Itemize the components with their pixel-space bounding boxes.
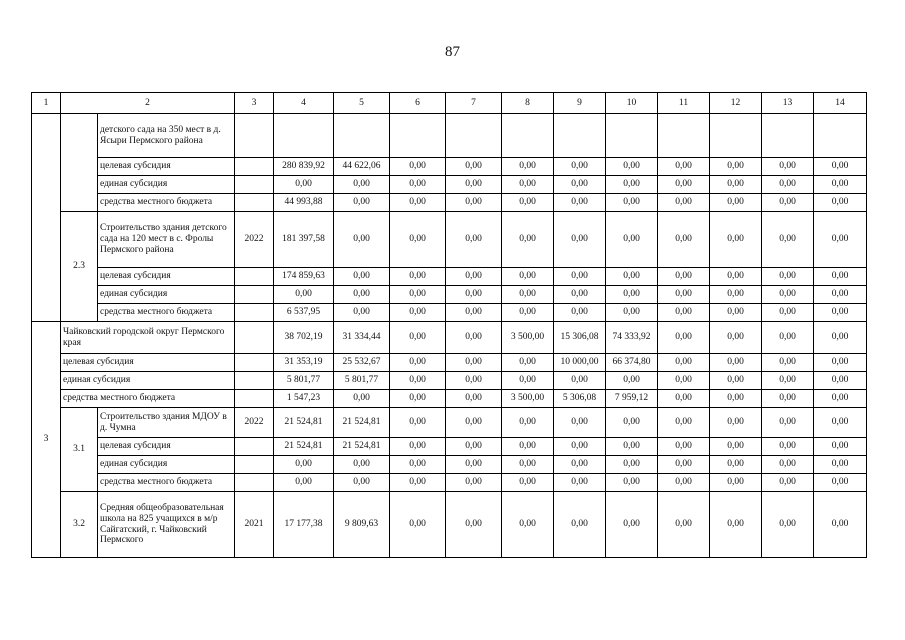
- value-cell: 0,00: [814, 158, 867, 176]
- value-cell: 0,00: [554, 474, 606, 492]
- column-number: 5: [334, 93, 390, 114]
- value-cell: 1 547,23: [274, 390, 334, 408]
- value-cell: 0,00: [814, 268, 867, 286]
- value-cell: 0,00: [762, 390, 814, 408]
- value-cell: 0,00: [606, 408, 658, 438]
- column-number: 2: [61, 93, 235, 114]
- table-row: [32, 322, 867, 354]
- value-cell: 0,00: [658, 372, 710, 390]
- value-cell: 0,00: [554, 286, 606, 304]
- value-cell: 0,00: [814, 372, 867, 390]
- value-cell: 0,00: [658, 354, 710, 372]
- value-cell: 0,00: [334, 304, 390, 322]
- section-code: 3: [32, 322, 61, 558]
- row-label: средства местного бюджета: [98, 194, 235, 212]
- value-cell: 0,00: [554, 176, 606, 194]
- value-cell: 0,00: [710, 456, 762, 474]
- value-cell: 0,00: [502, 408, 554, 438]
- year-cell: 2022: [235, 212, 274, 268]
- value-cell: 0,00: [658, 286, 710, 304]
- value-cell: 0,00: [446, 176, 502, 194]
- value-cell: 17 177,38: [274, 492, 334, 558]
- row-label: целевая субсидия: [98, 438, 235, 456]
- column-number: 12: [710, 93, 762, 114]
- value-cell: 31 353,19: [274, 354, 334, 372]
- row-label: целевая субсидия: [98, 158, 235, 176]
- value-cell: 21 524,81: [274, 438, 334, 456]
- table-row: [32, 286, 867, 304]
- value-cell: 3 500,00: [502, 390, 554, 408]
- value-cell: 3 500,00: [502, 322, 554, 354]
- value-cell: 0,00: [606, 176, 658, 194]
- value-cell: 0,00: [814, 438, 867, 456]
- value-cell: 10 000,00: [554, 354, 606, 372]
- value-cell: 0,00: [554, 268, 606, 286]
- item-code-cell: [61, 114, 98, 212]
- value-cell: 0,00: [502, 474, 554, 492]
- column-number-row: [32, 93, 867, 114]
- value-cell: 0,00: [606, 438, 658, 456]
- value-cell: 0,00: [446, 322, 502, 354]
- value-cell: 0,00: [274, 176, 334, 194]
- value-cell: 0,00: [658, 438, 710, 456]
- page-number: 87: [445, 44, 460, 60]
- table-row: [32, 212, 867, 268]
- value-cell: 0,00: [710, 176, 762, 194]
- value-cell: 0,00: [658, 474, 710, 492]
- item-name: Строительство здания МДОУ в д. Чумна: [98, 408, 235, 438]
- value-cell: 0,00: [390, 268, 446, 286]
- row-label: целевая субсидия: [98, 268, 235, 286]
- value-cell: 280 839,92: [274, 158, 334, 176]
- value-cell: 0,00: [446, 194, 502, 212]
- value-cell: 0,00: [502, 372, 554, 390]
- value-cell: 0,00: [502, 456, 554, 474]
- value-cell: 0,00: [390, 408, 446, 438]
- value-cell: 0,00: [502, 492, 554, 558]
- column-number: 13: [762, 93, 814, 114]
- value-cell: 0,00: [606, 456, 658, 474]
- column-number: 10: [606, 93, 658, 114]
- row-label: единая субсидия: [98, 286, 235, 304]
- value-cell: 0,00: [502, 158, 554, 176]
- value-cell: 0,00: [446, 286, 502, 304]
- value-cell: 0,00: [606, 158, 658, 176]
- value-cell: 0,00: [814, 408, 867, 438]
- value-cell: 0,00: [762, 304, 814, 322]
- value-cell: 0,00: [658, 390, 710, 408]
- value-cell: 0,00: [658, 194, 710, 212]
- value-cell: 0,00: [554, 372, 606, 390]
- value-cell: 0,00: [762, 372, 814, 390]
- value-cell: 0,00: [446, 354, 502, 372]
- value-cell: 0,00: [390, 372, 446, 390]
- column-number: 9: [554, 93, 606, 114]
- item-name: Строительство здания детского сада на 120 мест в с. Фролы Пермского района: [98, 212, 235, 268]
- value-cell: 0,00: [274, 286, 334, 304]
- value-cell: 0,00: [502, 304, 554, 322]
- value-cell: 0,00: [606, 372, 658, 390]
- value-cell: 0,00: [390, 390, 446, 408]
- value-cell: 15 306,08: [554, 322, 606, 354]
- value-cell: 0,00: [658, 268, 710, 286]
- district-name: Чайковский городской округ Пермского края: [61, 322, 235, 354]
- item-name: Средняя общеобразовательная школа на 825 учащихся в м/р Сайгатский, г. Чайковский Пермского: [98, 492, 235, 558]
- value-cell: 0,00: [554, 194, 606, 212]
- value-cell: 0,00: [606, 286, 658, 304]
- table-row: [32, 158, 867, 176]
- value-cell: 0,00: [554, 492, 606, 558]
- value-cell: 9 809,63: [334, 492, 390, 558]
- value-cell: 0,00: [814, 390, 867, 408]
- value-cell: 0,00: [814, 176, 867, 194]
- value-cell: 44 993,88: [274, 194, 334, 212]
- value-cell: 21 524,81: [334, 438, 390, 456]
- value-cell: 5 306,08: [554, 390, 606, 408]
- value-cell: 0,00: [762, 286, 814, 304]
- value-cell: 0,00: [334, 474, 390, 492]
- value-cell: 0,00: [334, 194, 390, 212]
- value-cell: 0,00: [606, 492, 658, 558]
- column-number: 7: [446, 93, 502, 114]
- value-cell: 0,00: [658, 322, 710, 354]
- value-cell: 0,00: [814, 354, 867, 372]
- value-cell: 0,00: [274, 474, 334, 492]
- value-cell: 0,00: [762, 194, 814, 212]
- value-cell: 0,00: [710, 390, 762, 408]
- column-number: 1: [32, 93, 61, 114]
- value-cell: 0,00: [658, 158, 710, 176]
- value-cell: 0,00: [762, 408, 814, 438]
- value-cell: 44 622,06: [334, 158, 390, 176]
- value-cell: 6 537,95: [274, 304, 334, 322]
- value-cell: 0,00: [554, 456, 606, 474]
- table-row: [32, 114, 867, 158]
- value-cell: 0,00: [502, 194, 554, 212]
- column-number: 4: [274, 93, 334, 114]
- value-cell: 0,00: [606, 194, 658, 212]
- table-row: [32, 194, 867, 212]
- row-label: средства местного бюджета: [98, 474, 235, 492]
- value-cell: 0,00: [554, 438, 606, 456]
- value-cell: 0,00: [390, 304, 446, 322]
- table-row: [32, 176, 867, 194]
- value-cell: 0,00: [390, 354, 446, 372]
- column-number: 8: [502, 93, 554, 114]
- row-label: единая субсидия: [61, 372, 235, 390]
- value-cell: 0,00: [762, 176, 814, 194]
- value-cell: 0,00: [606, 304, 658, 322]
- value-cell: 0,00: [390, 456, 446, 474]
- table-row: [32, 456, 867, 474]
- value-cell: 0,00: [606, 268, 658, 286]
- value-cell: 0,00: [446, 390, 502, 408]
- item-code: 3.2: [61, 492, 98, 558]
- column-number: 3: [235, 93, 274, 114]
- value-cell: 0,00: [710, 408, 762, 438]
- value-cell: 0,00: [446, 158, 502, 176]
- table-row: [32, 408, 867, 438]
- value-cell: 0,00: [762, 322, 814, 354]
- table-row: [32, 474, 867, 492]
- column-number: 6: [390, 93, 446, 114]
- value-cell: 0,00: [334, 212, 390, 268]
- value-cell: 0,00: [446, 212, 502, 268]
- value-cell: 0,00: [710, 304, 762, 322]
- value-cell: 0,00: [762, 212, 814, 268]
- value-cell: 31 334,44: [334, 322, 390, 354]
- value-cell: 0,00: [814, 456, 867, 474]
- value-cell: 0,00: [762, 268, 814, 286]
- value-cell: 0,00: [762, 354, 814, 372]
- value-cell: 0,00: [390, 492, 446, 558]
- value-cell: 0,00: [658, 408, 710, 438]
- value-cell: 0,00: [658, 304, 710, 322]
- value-cell: 0,00: [606, 474, 658, 492]
- row-label: целевая субсидия: [61, 354, 235, 372]
- value-cell: 0,00: [658, 176, 710, 194]
- value-cell: 0,00: [710, 492, 762, 558]
- value-cell: 0,00: [502, 354, 554, 372]
- value-cell: 0,00: [762, 438, 814, 456]
- value-cell: 0,00: [446, 304, 502, 322]
- value-cell: 0,00: [446, 408, 502, 438]
- value-cell: 0,00: [502, 176, 554, 194]
- value-cell: 0,00: [762, 474, 814, 492]
- value-cell: 0,00: [390, 158, 446, 176]
- value-cell: 0,00: [334, 456, 390, 474]
- value-cell: 0,00: [710, 212, 762, 268]
- value-cell: 0,00: [710, 286, 762, 304]
- value-cell: 174 859,63: [274, 268, 334, 286]
- item-code: 2.3: [61, 212, 98, 322]
- table-row: [32, 354, 867, 372]
- value-cell: 0,00: [814, 286, 867, 304]
- table-row: [32, 438, 867, 456]
- row-label: единая субсидия: [98, 456, 235, 474]
- year-cell: 2022: [235, 408, 274, 438]
- table-row: [32, 304, 867, 322]
- value-cell: 0,00: [814, 492, 867, 558]
- value-cell: 0,00: [710, 438, 762, 456]
- value-cell: 66 374,80: [606, 354, 658, 372]
- value-cell: 0,00: [554, 212, 606, 268]
- value-cell: 0,00: [554, 158, 606, 176]
- row-label: средства местного бюджета: [61, 390, 235, 408]
- value-cell: 0,00: [502, 286, 554, 304]
- value-cell: 181 397,58: [274, 212, 334, 268]
- value-cell: 0,00: [762, 158, 814, 176]
- value-cell: 38 702,19: [274, 322, 334, 354]
- value-cell: 0,00: [334, 268, 390, 286]
- section-code-cell: [32, 114, 61, 322]
- year-cell: 2021: [235, 492, 274, 558]
- value-cell: 0,00: [446, 268, 502, 286]
- column-number: 11: [658, 93, 710, 114]
- value-cell: 0,00: [390, 194, 446, 212]
- table-row: [32, 268, 867, 286]
- value-cell: 0,00: [334, 286, 390, 304]
- value-cell: 0,00: [502, 438, 554, 456]
- value-cell: 0,00: [554, 304, 606, 322]
- value-cell: 0,00: [390, 176, 446, 194]
- value-cell: 74 333,92: [606, 322, 658, 354]
- value-cell: 0,00: [762, 492, 814, 558]
- column-number: 14: [814, 93, 867, 114]
- value-cell: 0,00: [762, 456, 814, 474]
- value-cell: 0,00: [658, 492, 710, 558]
- value-cell: 0,00: [814, 322, 867, 354]
- value-cell: 0,00: [390, 438, 446, 456]
- value-cell: 0,00: [390, 286, 446, 304]
- value-cell: 0,00: [710, 158, 762, 176]
- value-cell: 0,00: [334, 176, 390, 194]
- value-cell: 5 801,77: [274, 372, 334, 390]
- value-cell: 0,00: [446, 474, 502, 492]
- value-cell: 0,00: [446, 456, 502, 474]
- value-cell: 0,00: [446, 492, 502, 558]
- value-cell: 25 532,67: [334, 354, 390, 372]
- value-cell: 0,00: [446, 438, 502, 456]
- value-cell: 0,00: [710, 372, 762, 390]
- value-cell: 0,00: [606, 212, 658, 268]
- value-cell: 21 524,81: [334, 408, 390, 438]
- value-cell: 0,00: [274, 456, 334, 474]
- value-cell: 0,00: [710, 474, 762, 492]
- value-cell: 0,00: [502, 212, 554, 268]
- value-cell: 0,00: [710, 268, 762, 286]
- value-cell: 0,00: [710, 354, 762, 372]
- value-cell: 7 959,12: [606, 390, 658, 408]
- budget-table: [31, 92, 867, 558]
- value-cell: 0,00: [390, 474, 446, 492]
- value-cell: 0,00: [334, 390, 390, 408]
- item-code: 3.1: [61, 408, 98, 492]
- value-cell: 5 801,77: [334, 372, 390, 390]
- value-cell: 0,00: [502, 268, 554, 286]
- item-name: детского сада на 350 мест в д. Ясыри Пермского района: [98, 114, 235, 158]
- value-cell: 0,00: [390, 212, 446, 268]
- row-label: средства местного бюджета: [98, 304, 235, 322]
- value-cell: 0,00: [814, 474, 867, 492]
- value-cell: 0,00: [390, 322, 446, 354]
- value-cell: 0,00: [446, 372, 502, 390]
- value-cell: 0,00: [658, 456, 710, 474]
- table-row: [32, 390, 867, 408]
- value-cell: 0,00: [814, 304, 867, 322]
- table-row: [32, 492, 867, 558]
- value-cell: 21 524,81: [274, 408, 334, 438]
- value-cell: 0,00: [710, 322, 762, 354]
- value-cell: 0,00: [658, 212, 710, 268]
- value-cell: 0,00: [814, 212, 867, 268]
- value-cell: 0,00: [554, 408, 606, 438]
- value-cell: 0,00: [710, 194, 762, 212]
- value-cell: 0,00: [814, 194, 867, 212]
- table-row: [32, 372, 867, 390]
- row-label: единая субсидия: [98, 176, 235, 194]
